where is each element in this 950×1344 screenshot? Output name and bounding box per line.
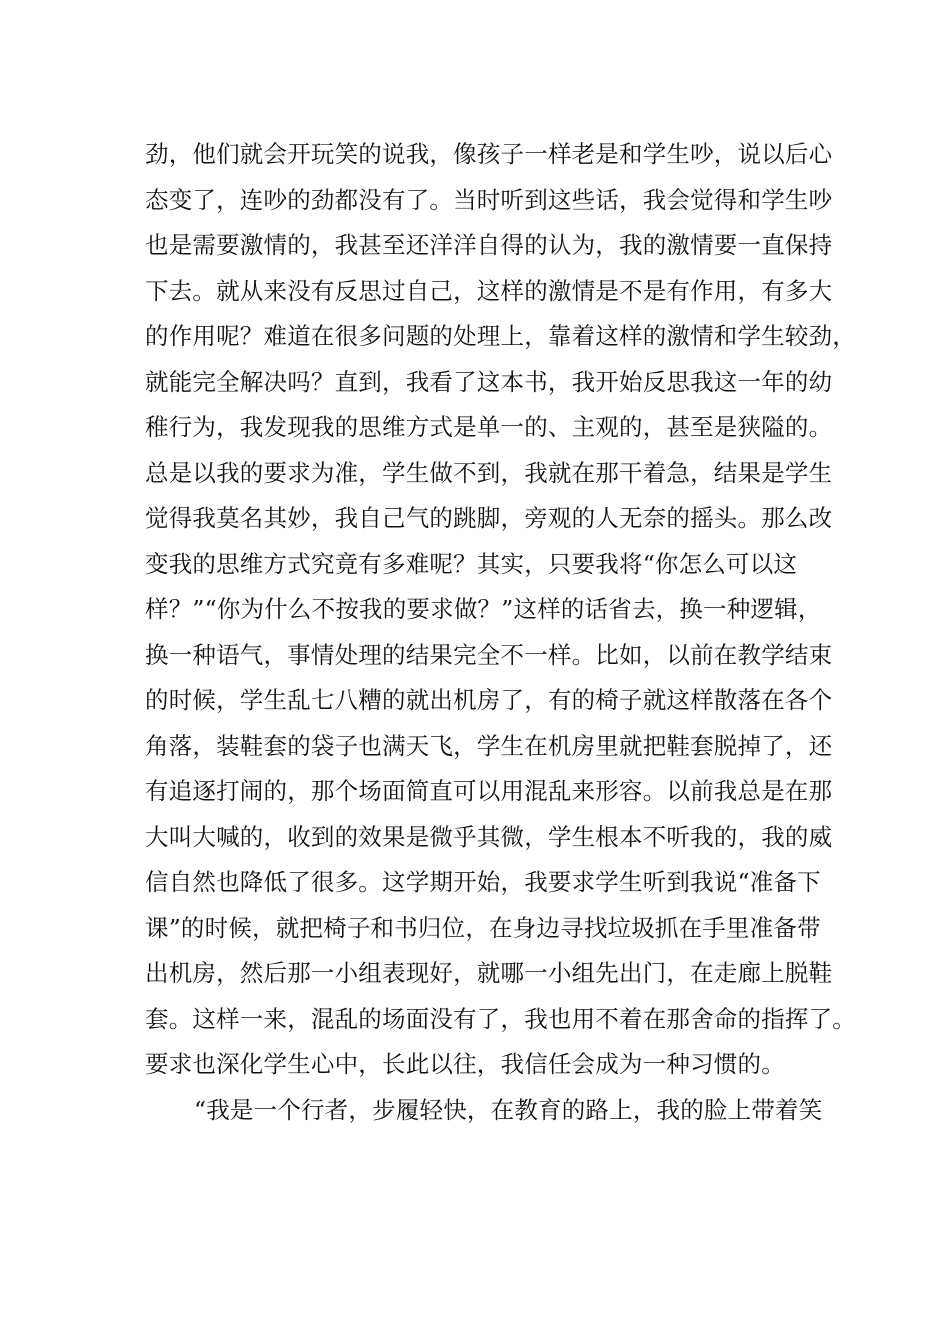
text-line: 的时候，学生乱七八糟的就出机房了，有的椅子就这样散落在各个	[145, 686, 833, 714]
text-line: 要求也深化学生心中，长此以往，我信任会成为一种习惯的。	[145, 1050, 785, 1078]
text-line: 稚行为，我发现我的思维方式是单一的、主观的，甚至是狭隘的。	[145, 413, 833, 441]
text-line: 角落，装鞋套的袋子也满天飞，学生在机房里就把鞋套脱掉了，还	[145, 731, 833, 760]
text-line: 变我的思维方式究竟有多难呢？其实，只要我将“你怎么可以这	[145, 549, 798, 578]
text-line: 套。这样一来，混乱的场面没有了，我也用不着在那舍命的指挥了。	[145, 1004, 856, 1033]
text-line: 下去。就从来没有反思过自己，这样的激情是不是有作用，有多大	[145, 276, 833, 305]
paragraph-first-line: “我是一个行者，步履轻快，在教育的路上，我的脸上带着笑	[194, 1095, 823, 1124]
text-line: 换一种语气，事情处理的结果完全不一样。比如，以前在教学结束	[145, 640, 833, 669]
text-line: 出机房，然后那一小组表现好，就哪一小组先出门，在走廊上脱鞋	[145, 959, 833, 987]
text-line: 就能完全解决吗？直到，我看了这本书，我开始反思我这一年的幼	[145, 367, 833, 396]
text-line: 信自然也降低了很多。这学期开始，我要求学生听到我说“准备下	[145, 868, 821, 896]
text-line: 总是以我的要求为准，学生做不到，我就在那干着急，结果是学生	[145, 458, 833, 487]
body-text	[145, 132, 856, 1133]
text-line: 劲，他们就会开玩笑的说我，像孩子一样老是和学生吵，说以后心	[145, 140, 833, 168]
text-line: 有追逐打闹的，那个场面简直可以用混乱来形容。以前我总是在那	[145, 777, 833, 805]
text-line: 大叫大喊的，收到的效果是微乎其微，学生根本不听我的，我的威	[145, 822, 833, 851]
text-line: 课”的时候，就把椅子和书归位，在身边寻找垃圾抓在手里准备带	[145, 913, 821, 942]
text-line: 觉得我莫名其妙，我自己气的跳脚，旁观的人无奈的摇头。那么改	[145, 504, 833, 532]
text-line: 样？”“你为什么不按我的要求做？”这样的话省去，换一种逻辑，	[145, 595, 822, 623]
text-line: 态变了，连吵的劲都没有了。当时听到这些话，我会觉得和学生吵	[145, 185, 833, 214]
text-line: 的作用呢？难道在很多问题的处理上，靠着这样的激情和学生较劲，	[145, 322, 856, 350]
text-line: 也是需要激情的，我甚至还洋洋自得的认为，我的激情要一直保持	[145, 231, 833, 259]
